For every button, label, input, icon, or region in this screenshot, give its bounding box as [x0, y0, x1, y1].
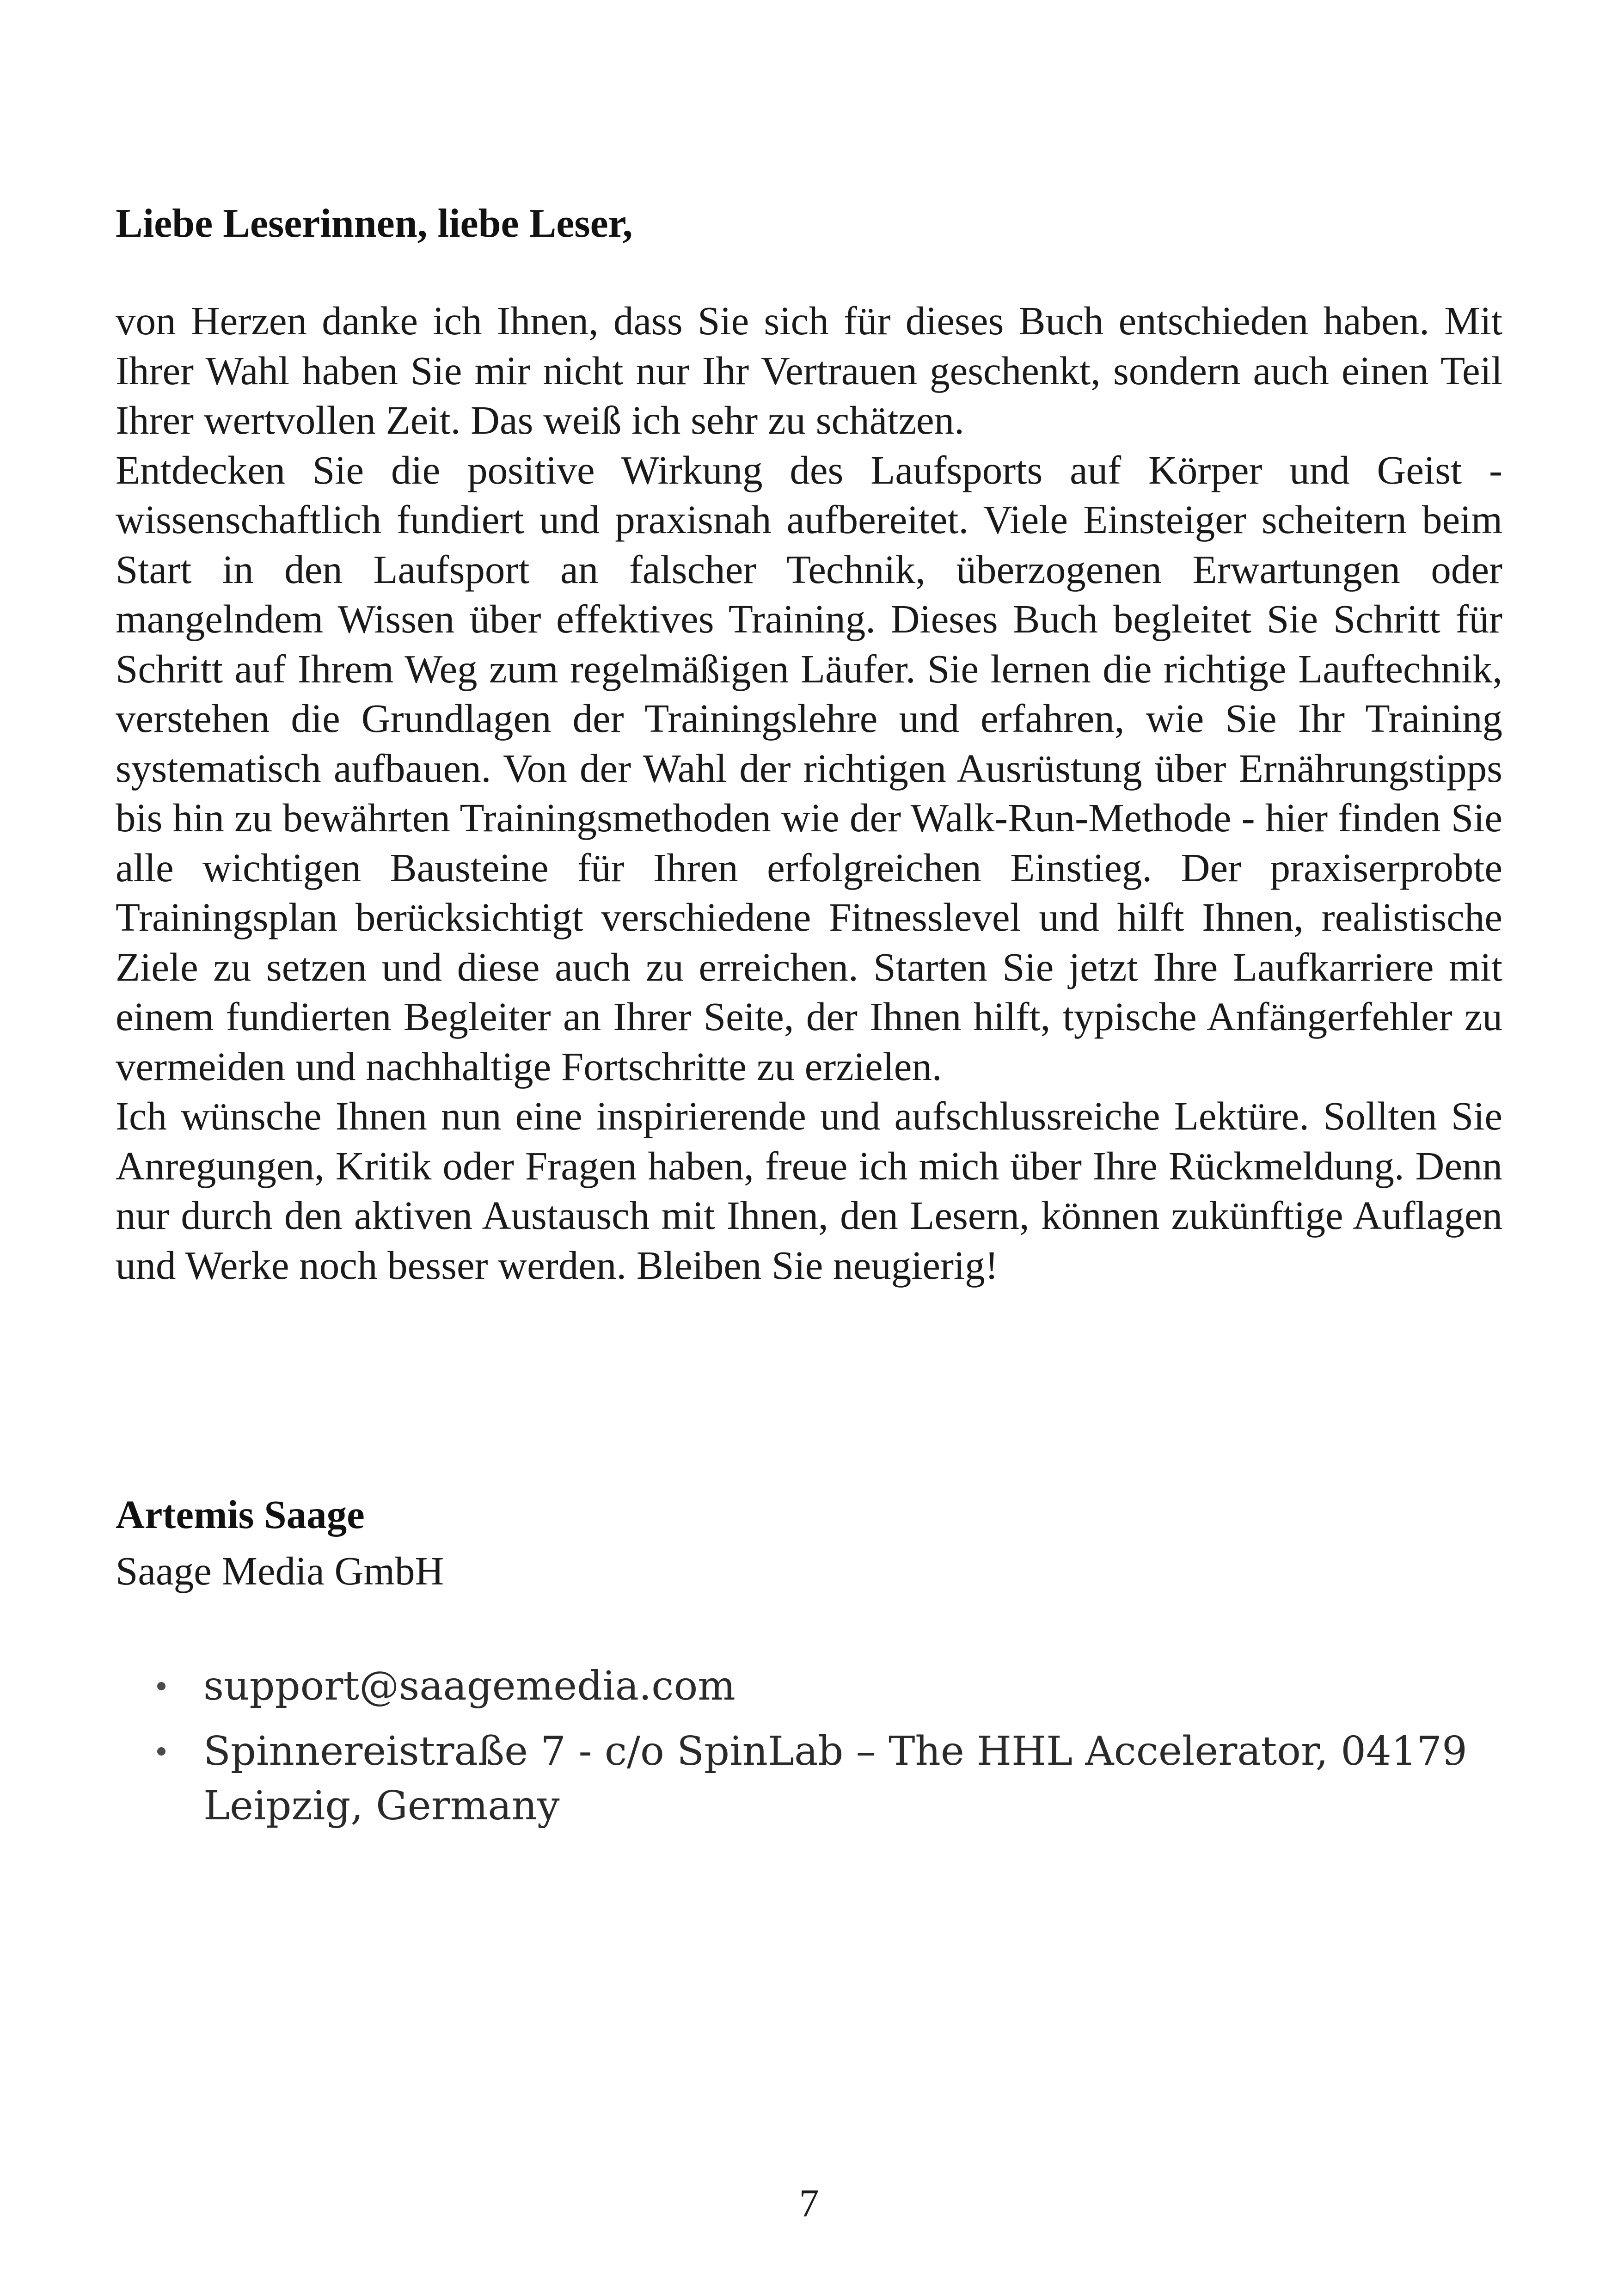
company-name: Saage Media GmbH	[116, 1548, 444, 1593]
letter-paragraph-book-description: Entdecken Sie die positive Wirkung des Laufsports auf Körper und Geist - wissenschaftlich fundiert und praxisnah aufbereitet. Viele Einsteiger scheitern beim Start in den Laufsport an falscher Technik, überzogenen Erwartungen oder mangelndem Wissen über effektives Training. Dieses Buch begleitet Sie Schritt für Schritt auf Ihrem Weg zum regelmäßigen Läufer. Sie lernen die richtige Lauftechnik, verstehen die Grundlagen der Trainingslehre und erfahren, wie Sie Ihr Training systematisch aufbauen. Von der Wahl der richtigen Ausrüstung über Ernährungstipps bis hin zu bewährten Trainingsmethoden wie der Walk-Run-Methode - hier finden Sie alle wichtigen Bausteine für Ihren erfolgreichen Einstieg. Der praxiserprobte Trainingsplan berücksichtigt verschiedene Fitnesslevel und hilft Ihnen, realistische Ziele zu setzen und diese auch zu erreichen. Starten Sie jetzt Ihre Laufkarriere mit einem fundierten Begleiter an Ihrer Seite, der Ihnen hilft, typische Anfängerfehler zu vermeiden und nachhaltige Fortschritte zu erzielen.	[116, 447, 1502, 1089]
letter-paragraph-thanks: von Herzen danke ich Ihnen, dass Sie sich für dieses Buch entschieden haben. Mit Ihrer Wahl haben Sie mir nicht nur Ihr Vertrauen geschenkt, sondern auch einen Teil Ihrer wertvollen Zeit. Das weiß ich sehr zu schätzen.	[116, 298, 1502, 442]
contact-item-address	[116, 1724, 1544, 1833]
page-number: 7	[799, 2181, 819, 2225]
bullet-icon	[157, 1747, 165, 1756]
bullet-icon	[157, 1682, 165, 1690]
contact-address-line2: Leipzig, Germany	[203, 1783, 560, 1829]
contact-address-line1: Spinnereistraße 7 - c/o SpinLab – The HHL Accelerator, 04179	[203, 1728, 1467, 1774]
signature-block	[116, 1486, 444, 1599]
contact-email[interactable]: support@saagemedia.com	[203, 1663, 735, 1709]
letter-salutation: Liebe Leserinnen, liebe Leser,	[116, 201, 633, 246]
author-name: Artemis Saage	[116, 1492, 365, 1537]
book-page	[116, 0, 1502, 2296]
letter-paragraph-closing: Ich wünsche Ihnen nun eine inspirierende und aufschlussreiche Lektüre. Sollten Sie Anregungen, Kritik oder Fragen haben, freue ich mich über Ihre Rückmeldung. Denn nur durch den aktiven Austausch mit Ihnen, den Lesern, können zukünftige Auflagen und Werke noch besser werden. Bleiben Sie neugierig!	[116, 1093, 1502, 1288]
contact-item-email	[116, 1659, 1544, 1713]
contact-address	[203, 1724, 1544, 1833]
letter-body	[116, 296, 1502, 1290]
contact-list	[116, 1659, 1544, 1844]
